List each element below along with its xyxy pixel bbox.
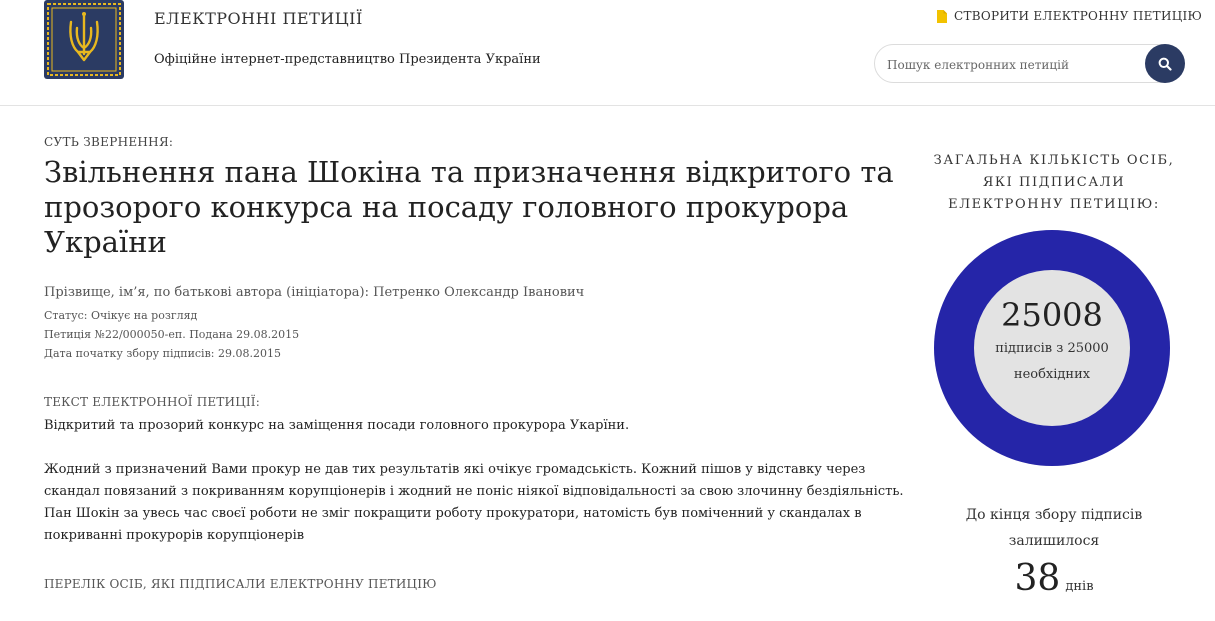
petition-text bbox=[44, 415, 914, 547]
signature-target: підписів з 25000 необхідних bbox=[995, 340, 1109, 382]
petition-text-label: ТЕКСТ ЕЛЕКТРОННОЇ ПЕТИЦІЇ: bbox=[44, 395, 260, 409]
search-button[interactable] bbox=[1145, 44, 1185, 83]
petition-author: Прізвище, ім’я, по батькові автора (ініціатора): Петренко Олександр Іванович bbox=[44, 285, 585, 300]
petition-paragraph: Жодний з призначений Вами прокур не дав тих результатів які очікує громадськість. Кожний пішов у відставку через скандал повязаний з покриванням корупціонерів і жодний не поніс ніякої відповідальності за свою злочинну бездіяльність. bbox=[44, 462, 904, 499]
days-remaining bbox=[924, 558, 1184, 599]
signature-count: 25008 bbox=[1001, 295, 1103, 334]
site-header bbox=[0, 0, 1215, 106]
site-subtitle: Офіційне інтернет-представництво Президента України bbox=[154, 52, 541, 67]
days-unit: днів bbox=[1065, 579, 1094, 594]
logo[interactable] bbox=[44, 0, 124, 79]
remaining-label: До кінця збору підписів залишилося bbox=[965, 507, 1143, 549]
petition-status: Статус: Очікує на розгляд bbox=[44, 309, 198, 322]
petition-content bbox=[44, 135, 914, 547]
petition-number: Петиція №22/000050-еп. Подана 29.08.2015 bbox=[44, 328, 300, 341]
site-title[interactable]: ЕЛЕКТРОННІ ПЕТИЦІЇ bbox=[154, 9, 363, 28]
signers-list-link[interactable]: ПЕРЕЛІК ОСІБ, ЯКІ ПІДПИСАЛИ ЕЛЕКТРОННУ ПЕТИЦІЮ bbox=[44, 577, 437, 591]
petition-title: Звільнення пана Шокіна та призначення відкритого та прозорого конкурса на посаду головного прокурора України bbox=[44, 155, 894, 259]
trident-emblem-icon bbox=[44, 0, 124, 79]
petition-start-date: Дата початку збору підписів: 29.08.2015 bbox=[44, 347, 281, 360]
counter-heading: ЗАГАЛЬНА КІЛЬКІСТЬ ОСІБ, ЯКІ ПІДПИСАЛИ ЕЛЕКТРОННУ ПЕТИЦІЮ: bbox=[933, 153, 1175, 212]
petition-paragraph: Відкритий та прозорий конкурс на заміщення посади головного прокурора Укарїни. bbox=[44, 418, 630, 433]
days-number: 38 bbox=[1014, 558, 1061, 599]
search-icon bbox=[1158, 57, 1172, 71]
progress-ring bbox=[934, 230, 1170, 466]
signature-counter bbox=[924, 150, 1184, 599]
create-petition-link[interactable] bbox=[937, 9, 1202, 23]
petition-paragraph: Пан Шокін за увесь час своєї роботи не зміг покращити роботу прокуратори, натомість був поміченний у скандалах в покриванні прокурорів корупціонерів bbox=[44, 506, 862, 543]
search-box bbox=[874, 44, 1184, 83]
search-input[interactable] bbox=[885, 54, 1139, 76]
create-petition-label: СТВОРИТИ ЕЛЕКТРОННУ ПЕТИЦІЮ bbox=[954, 9, 1203, 23]
subject-label: СУТЬ ЗВЕРНЕННЯ: bbox=[44, 135, 174, 149]
document-icon bbox=[937, 10, 947, 23]
